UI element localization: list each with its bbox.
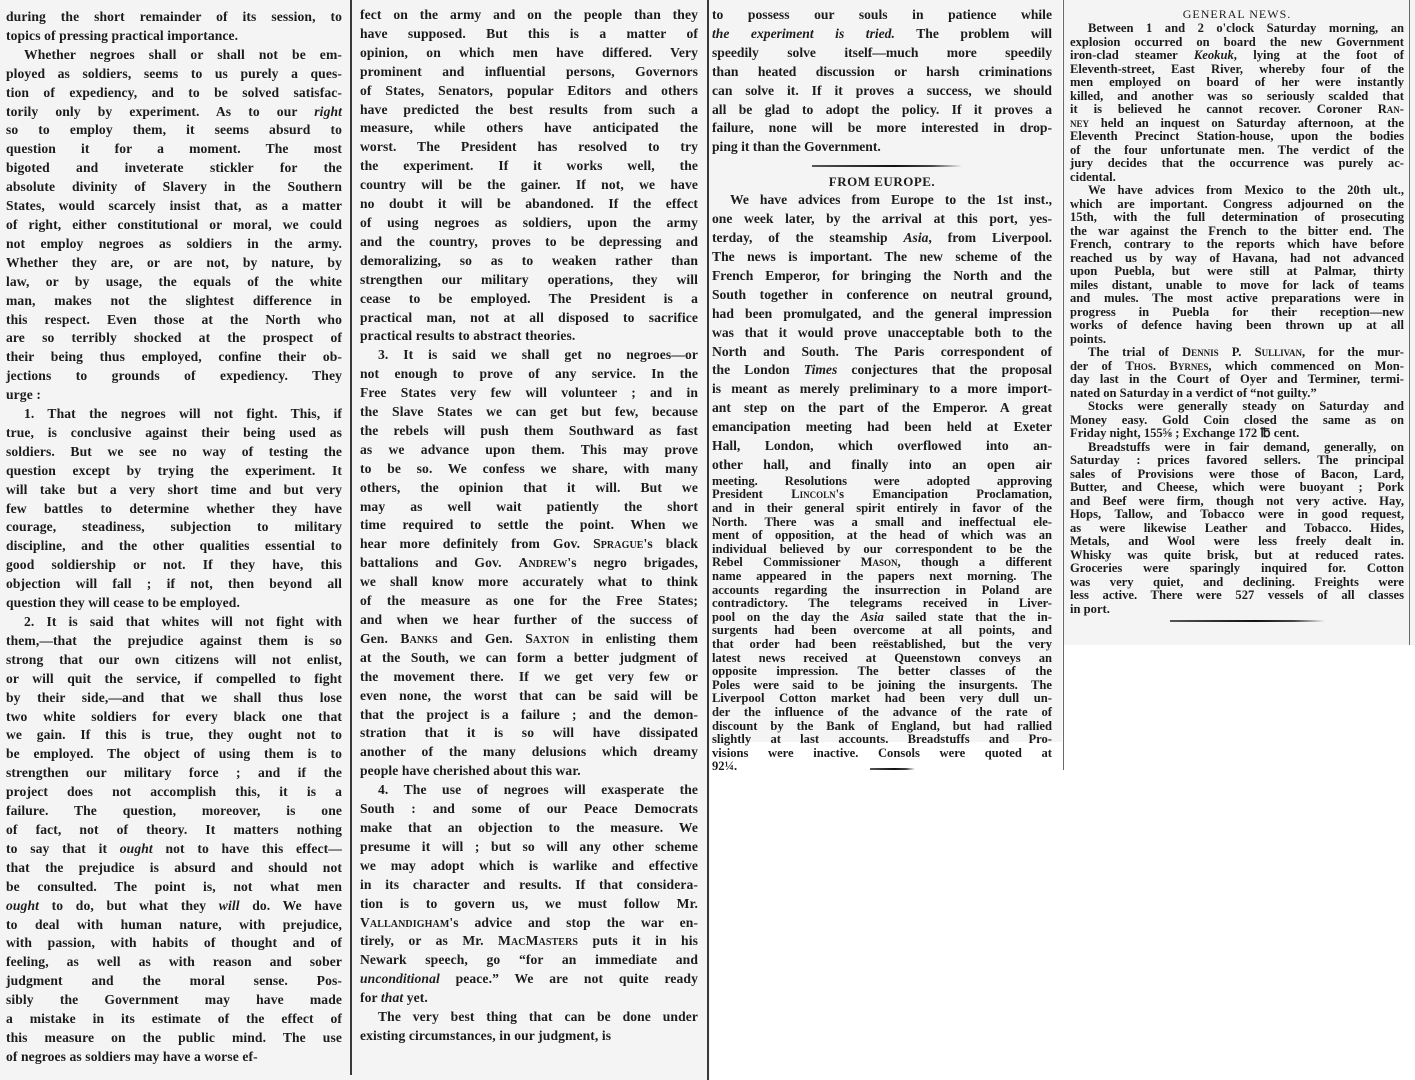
text-line: We have advices from Europe to the 1st inst., xyxy=(730,192,1052,208)
text-line: others, the opinion that it will. But we xyxy=(360,479,698,495)
text-line: may as well wait patiently the short xyxy=(360,498,698,514)
text-line: the movement there. If we get very few or xyxy=(360,668,698,684)
text-line: miles distant, unable to move for lack of teams xyxy=(1070,277,1404,292)
article-column-4 xyxy=(1070,6,1404,622)
text-line: we may adopt which is warlike and effective xyxy=(360,857,698,873)
text-line: ought to do, but what they will do. We have xyxy=(6,897,342,913)
text-line: that the prejudice is absurd and should not xyxy=(6,859,342,875)
text-line: judgment and the moral sense. Pos- xyxy=(6,973,342,989)
text-line: are so terribly shocked at the prospect of xyxy=(6,330,342,346)
text-line: visions were inactive. Consols were quoted at xyxy=(712,745,1052,760)
text-line: this respect. Even those at the North who xyxy=(6,311,342,327)
text-line: we shall know more accurately what to think xyxy=(360,574,698,590)
text-line: discipline, and the other qualities essential to xyxy=(6,538,342,554)
text-line: tion of expediency, and to be solved satisfac- xyxy=(6,84,342,100)
text-line: the experiment. If it works well, the xyxy=(360,158,698,174)
text-line: and Beef were firm, though not very active. Hay, xyxy=(1070,493,1404,508)
text-line: presume it will ; but so will any other scheme xyxy=(360,838,698,854)
text-line: sales of Provisions were those of Bacon, Lard, xyxy=(1070,466,1404,481)
text-line: Free States very few will volunteer ; and in xyxy=(360,385,698,401)
text-line: was that it would prove unacceptable both to the xyxy=(712,324,1052,340)
text-line: two white soldiers for every black one that xyxy=(6,708,342,724)
text-line: Vallandigham's advice and stop the war en- xyxy=(360,914,698,930)
text-line: few battles to determine whether they have xyxy=(6,500,342,516)
text-line: 4. The use of negroes will exasperate the xyxy=(378,782,698,798)
text-line: it is believed he cannot recover. Coroner Ran- xyxy=(1070,102,1404,116)
text-line: no doubt it will be abandoned. If the effect xyxy=(360,196,698,212)
text-line: good soldiership or not. If they have, this xyxy=(6,557,342,573)
text-line: battalions and Gov. Andrew's negro brigades, xyxy=(360,555,698,571)
text-line: and when we hear further of the success of xyxy=(360,612,698,627)
text-line: we gain. If this is true, they ought not to xyxy=(6,727,342,743)
text-line: by their side,—and that we shall thus lose xyxy=(6,689,342,705)
text-line: absolute divinity of Slavery in the Southern xyxy=(6,179,342,195)
text-line: and mules. The most active preparations were in xyxy=(1070,291,1404,305)
text-line: that the project is a failure ; and the demon- xyxy=(360,706,698,722)
text-line: Eleventh-street, East River, whereby four of the xyxy=(1070,61,1404,76)
text-line: have supposed. But this is a matter of xyxy=(360,25,698,41)
text-line: Poles were said to be joining the insurgents. The xyxy=(712,677,1052,692)
text-line: or will quit the service, if compelled to fight xyxy=(6,670,342,686)
text-line: French, contrary to the reports which have before xyxy=(1070,237,1404,251)
text-line: this measure on the public mind. The use xyxy=(6,1029,342,1045)
text-line: accounts regarding the insurrection in Poland are xyxy=(712,582,1052,597)
text-line: question they will cease to be employed. xyxy=(6,595,240,611)
text-line: Butter, and Cheese, which were buoyant ; Pork xyxy=(1070,480,1404,494)
text-line: topics of pressing practical importance. xyxy=(6,27,239,43)
text-line: 1. That the negroes will not fight. This, if xyxy=(24,406,342,422)
text-line: in its character and results. If that considera- xyxy=(360,876,698,892)
text-line: ping it than the Government. xyxy=(712,139,881,155)
text-line: South together in conference on neutral ground, xyxy=(712,286,1052,302)
paragraph xyxy=(6,8,342,46)
text-line: day last in the Court of Oyer and Terminer, termi- xyxy=(1070,372,1404,386)
text-line: French Emperor, for bringing the North and the xyxy=(712,267,1052,283)
paragraph xyxy=(360,1008,698,1046)
text-line: tirely, or as Mr. MacMasters puts it in his xyxy=(360,933,698,949)
text-line: works of defence having been thrown up at all xyxy=(1070,318,1404,332)
text-line: Eleventh Precinct Station-house, upon the bodies xyxy=(1070,129,1404,143)
text-line: not employ negroes as soldiers in the army. xyxy=(6,235,342,251)
paragraph xyxy=(6,613,342,1067)
end-rule-general-news xyxy=(1170,620,1325,622)
column-4-right-edge xyxy=(1409,0,1410,645)
text-line: that order had been reëstablished, but the very xyxy=(712,636,1052,651)
text-line: during the short remainder of its session, to xyxy=(6,9,342,24)
text-line: man, makes not the slightest difference in xyxy=(6,292,342,308)
text-line: Whisky was quite brisk, but at reduced rates. xyxy=(1070,547,1404,562)
text-line: Metals, and Wool were less freely dealt in. xyxy=(1070,534,1404,548)
section-divider-rule xyxy=(812,165,962,167)
text-line: North and South. The Paris correspondent of xyxy=(712,343,1052,359)
text-line: men employed on board of her were instantly xyxy=(1070,75,1404,89)
text-line: with passion, with habits of thought and of xyxy=(6,935,342,951)
text-line: not enough to prove of any service. In the xyxy=(360,366,698,382)
text-line: killed, and another was so seriously scalded that xyxy=(1070,88,1404,103)
text-line: feeling, as well as with reason and sober xyxy=(6,954,342,970)
paragraph xyxy=(360,781,698,1008)
text-line: points. xyxy=(1070,331,1107,346)
text-line: Money easy. Gold Coin closed the same as on xyxy=(1070,412,1404,427)
text-line: question it for a moment. The most xyxy=(6,141,342,157)
text-line: hear more definitely from Gov. Sprague's black xyxy=(360,536,698,552)
text-line: than heated discussion or harsh criminations xyxy=(712,63,1052,79)
text-line: jections to grounds of expediency. They xyxy=(6,368,342,384)
text-line: urge : xyxy=(6,387,41,403)
text-line: tion is to govern us, we must follow Mr. xyxy=(360,895,698,911)
text-line: true, is conclusive against their being used as xyxy=(6,424,342,440)
article-column-2 xyxy=(360,6,698,1046)
text-line: sibly the Government may have made xyxy=(6,992,342,1008)
text-line: surgents had been overcome at all points, and xyxy=(712,623,1052,638)
text-line: 15th, with the full determination of prosecuting xyxy=(1070,210,1404,224)
text-line: ant step on the part of the Emperor. A great xyxy=(712,400,1052,416)
paragraph xyxy=(1070,22,1404,184)
text-line: had been promulgated, and the general impression xyxy=(712,305,1052,321)
text-line: people have cherished about this war. xyxy=(360,763,581,779)
text-line: and the country, proves to be depressing and xyxy=(360,233,698,249)
text-line: North. There was a small and ineffectual ele- xyxy=(712,514,1052,529)
text-line: the rebels will push them Southward as fast xyxy=(360,422,698,438)
article-column-1 xyxy=(6,8,342,1067)
article-column-3 xyxy=(712,6,1053,774)
text-line: speedily solve itself—much more speedily xyxy=(712,44,1052,60)
text-line: project does not accomplish this, it is a xyxy=(6,784,342,800)
text-line: strengthen our military force ; and if the xyxy=(6,765,342,781)
column-divider-1-2 xyxy=(350,0,352,1075)
text-line: time required to settle the point. When we xyxy=(360,517,698,533)
text-line: der the influence of the advance of the rate of xyxy=(712,704,1052,719)
from-europe-body-continued xyxy=(712,475,1052,774)
text-line: their being thus employed, confine their ob- xyxy=(6,349,342,365)
text-line: Hall, London, which overflowed into an- xyxy=(712,438,1052,454)
text-line: and in their general spirit entirely in favor of the xyxy=(712,501,1052,516)
text-line: 2. It is said that whites will not fight with xyxy=(24,614,342,629)
text-line: latest news received at Queenstown conveys an xyxy=(712,650,1052,665)
text-line: other hall, and finally into an open air xyxy=(712,456,1052,472)
text-line: prominent and influential persons, Governors xyxy=(360,63,698,79)
text-line: upon Puebla, but were still at Palmar, thirty xyxy=(1070,264,1404,278)
text-line: ney held an inquest on Saturday afternoon, at the xyxy=(1070,115,1404,130)
text-line: existing circumstances, in our judgment, is xyxy=(360,1027,612,1043)
text-line: of the measure as one for the Free States; xyxy=(360,593,698,609)
text-line: the London Times conjectures that the proposal xyxy=(712,362,1052,378)
text-line: fect on the army and on the people than they xyxy=(360,7,698,22)
text-line: Saturday : prices favored sellers. The principal xyxy=(1070,453,1404,467)
text-line: so to employ them, it seems absurd to xyxy=(6,122,342,138)
text-line: ployed as soldiers, seems to us purely a ques- xyxy=(6,65,342,81)
text-line: opinion, on which men have differed. Very xyxy=(360,44,698,60)
text-line: is meant as merely preliminary to a more import- xyxy=(712,381,1052,397)
text-line: South : and some of our Peace Democrats xyxy=(360,801,698,817)
text-line: of the four unfortunate men. The verdict of the xyxy=(1070,142,1404,157)
text-line: them,—that the prejudice against them is so xyxy=(6,632,342,648)
end-rule-europe xyxy=(870,768,915,770)
text-line: failure. The question, moreover, is one xyxy=(6,803,342,819)
from-europe-body xyxy=(712,191,1052,475)
text-line: Breadstuffs were in fair demand, generally, on xyxy=(1088,439,1404,454)
text-line: practical results to abstract theories. xyxy=(360,328,576,344)
text-line: explosion occurred on board the new Government xyxy=(1070,34,1404,49)
text-line: contradictory. The telegrams received in Liver- xyxy=(712,596,1052,611)
text-line: practical man, not at all disposed to sacrifice xyxy=(360,309,698,325)
text-line: jury decides that the occurrence was purely ac- xyxy=(1070,156,1404,170)
text-line: to be so. We confess we share, with many xyxy=(360,460,698,476)
text-line: one week later, by the arrival at this port, yes- xyxy=(712,211,1052,227)
text-line: reached us by way of Havana, had not advanced xyxy=(1070,250,1404,265)
general-news-body xyxy=(1070,22,1404,616)
text-line: to say that it ought not to have this effect— xyxy=(6,840,343,856)
text-line: slightly at last accounts. Breadstuffs and Pro- xyxy=(712,732,1052,747)
text-line: cease to be employed. The President is a xyxy=(360,290,698,306)
column-divider-2-3 xyxy=(707,0,709,1080)
text-line: 92¼. xyxy=(712,759,738,774)
text-line: cidental. xyxy=(1070,169,1116,184)
text-line: strengthen our military operations, they will xyxy=(360,271,698,287)
text-line: bigoted and inveterate stickler for the xyxy=(6,160,342,176)
text-line: name appeared in the papers next morning. The xyxy=(712,569,1052,583)
text-line: less active. There were 527 vessels of all classes xyxy=(1070,588,1404,602)
paragraph xyxy=(1070,441,1404,617)
paragraph xyxy=(1070,346,1404,400)
paragraph xyxy=(1070,184,1404,346)
editorial-conclusion xyxy=(712,6,1052,157)
text-line: terday, of the steamship Asia, from Liverpool. xyxy=(712,230,1053,246)
text-line: Rebel Commissioner Mason, though a different xyxy=(712,555,1052,570)
text-line: torily only by experiment. As to our right xyxy=(6,103,342,119)
text-line: which are important. Congress adjourned on the xyxy=(1070,196,1404,211)
text-line: objection will fall ; if not, then beyond all xyxy=(6,576,342,592)
text-line: the Slave States we can get but few, because xyxy=(360,404,698,420)
text-line: will take but a very short time and but very xyxy=(6,481,342,497)
text-line: opposite impression. The better classes of the xyxy=(712,664,1052,679)
text-line: The trial of Dennis P. Sullivan, for the mur- xyxy=(1088,345,1404,359)
text-line: stration that it is so will have dissipated xyxy=(360,725,698,741)
text-line: President Lincoln's Emancipation Proclamation, xyxy=(712,487,1052,502)
text-line: the experiment is tried. The problem will xyxy=(712,25,1052,41)
column-divider-3-4 xyxy=(1063,0,1064,770)
paragraph xyxy=(360,346,698,781)
text-line: in port. xyxy=(1070,601,1110,616)
text-line: another of the many delusions which dreamy xyxy=(360,744,698,760)
text-line: failure, none will be more interested in drop- xyxy=(712,120,1052,136)
text-line: of negroes as soldiers may have a worse ef- xyxy=(6,1048,258,1064)
text-line: the war against the French to the bitter end. The xyxy=(1070,223,1404,238)
text-line: Gen. Banks and Gen. Saxton in enlisting them xyxy=(360,630,699,646)
text-line: States, would scarcely insist that, as a matter xyxy=(6,198,342,214)
text-line: unconditional peace.” We are not quite ready xyxy=(360,971,698,987)
text-line: to possess our souls in patience while xyxy=(712,7,1052,22)
text-line: nated on Saturday in a verdict of “not guilty.” xyxy=(1070,385,1317,400)
text-line: as were likewise Leather and Tobacco. Hides, xyxy=(1070,520,1404,535)
text-line: be employed. The object of using them is to xyxy=(6,746,342,762)
text-line: make that an objection to the measure. We xyxy=(360,819,698,835)
general-news-heading: GENERAL NEWS. xyxy=(1182,7,1292,21)
text-line: The very best thing that can be done under xyxy=(378,1009,698,1025)
text-line: The news is important. The new scheme of the xyxy=(712,248,1052,264)
text-line: as we advance upon them. This may prove xyxy=(360,441,698,457)
text-line: Between 1 and 2 o'clock Saturday morning, an xyxy=(1088,21,1404,35)
paragraph xyxy=(1070,400,1404,441)
paragraph xyxy=(360,6,698,346)
text-line: of fact, not of theory. It matters nothing xyxy=(6,821,342,837)
text-line: of right, either constitutional or moral, we could xyxy=(6,216,342,232)
text-line: of States, Senators, popular Editors and others xyxy=(360,82,698,98)
text-line: Friday night, 155⅝ ; Exchange 172 ℔ cent. xyxy=(1070,426,1300,440)
text-line: Whether they are, or are not, by nature, by xyxy=(6,254,342,270)
text-line: courage, steadiness, subjection to military xyxy=(6,519,342,535)
text-line: for that yet. xyxy=(360,990,428,1006)
text-line: at the South, we can form a better judgment of xyxy=(360,649,698,665)
text-line: progress in Puebla for their reception—new xyxy=(1070,304,1404,319)
text-line: to deal with human nature, with prejudice, xyxy=(6,916,342,932)
text-line: a mistake in its estimate of the effect of xyxy=(6,1011,342,1027)
text-line: all be glad to adopt the policy. If it proves a xyxy=(712,101,1052,117)
text-line: Whether negroes shall or shall not be em- xyxy=(24,46,342,62)
text-line: 3. It is said we shall get no negroes—or xyxy=(378,347,698,363)
text-line: pool on the day the Asia sailed state that the in- xyxy=(712,609,1052,624)
text-line: country will be the gainer. If not, we have xyxy=(360,177,698,193)
text-line: We have advices from Mexico to the 20th ult., xyxy=(1088,183,1404,197)
text-line: of using negroes as soldiers, upon the army xyxy=(360,214,698,230)
text-line: soldiers. But we see no way of testing the xyxy=(6,443,342,459)
paragraph xyxy=(6,405,342,613)
text-line: individual believed by our correspondent to be the xyxy=(712,541,1052,556)
text-line: emancipation meeting had been held at Exeter xyxy=(712,419,1052,435)
text-line: ment of opposition, at the head of which was an xyxy=(712,528,1052,543)
text-line: meeting. Resolutions were adopted approving xyxy=(712,473,1052,488)
text-line: iron-clad steamer Keokuk, lying at the foot of xyxy=(1070,48,1404,62)
text-line: was very quiet, and declining. Freights were xyxy=(1070,574,1404,589)
text-line: Groceries were sparingly inquired for. Cotton xyxy=(1070,561,1404,575)
text-line: can solve it. If it proves a success, we should xyxy=(712,82,1052,98)
text-line: Stocks were generally steady on Saturday and xyxy=(1088,399,1404,413)
from-europe-heading: FROM EUROPE. xyxy=(828,174,936,190)
text-line: discount by the Bank of England, but had rallied xyxy=(712,718,1052,733)
paragraph xyxy=(6,46,342,405)
text-line: Liverpool Cotton market had been very dull un- xyxy=(712,691,1052,706)
text-line: Newark speech, go “for an immediate and xyxy=(360,952,698,968)
text-line: demoralizing, so as to weaken rather than xyxy=(360,252,698,268)
text-line: Hops, Tallow, and Tobacco were in good request, xyxy=(1070,507,1404,521)
text-line: be consulted. The point is, not what men xyxy=(6,878,342,894)
text-line: have predicted the best results from such a xyxy=(360,101,698,117)
text-line: measure, while others have anticipated the xyxy=(360,120,698,136)
text-line: strong that our own citizens will not enlist, xyxy=(6,651,342,667)
text-line: der of Thos. Byrnes, which commenced on Mon- xyxy=(1070,358,1404,373)
text-line: law, or by usage, the equals of the white xyxy=(6,273,342,289)
text-line: worst. The President has resolved to try xyxy=(360,139,698,155)
text-line: even none, the worst that can be said will be xyxy=(360,687,698,703)
text-line: question except by trying the experiment. It xyxy=(6,462,342,478)
